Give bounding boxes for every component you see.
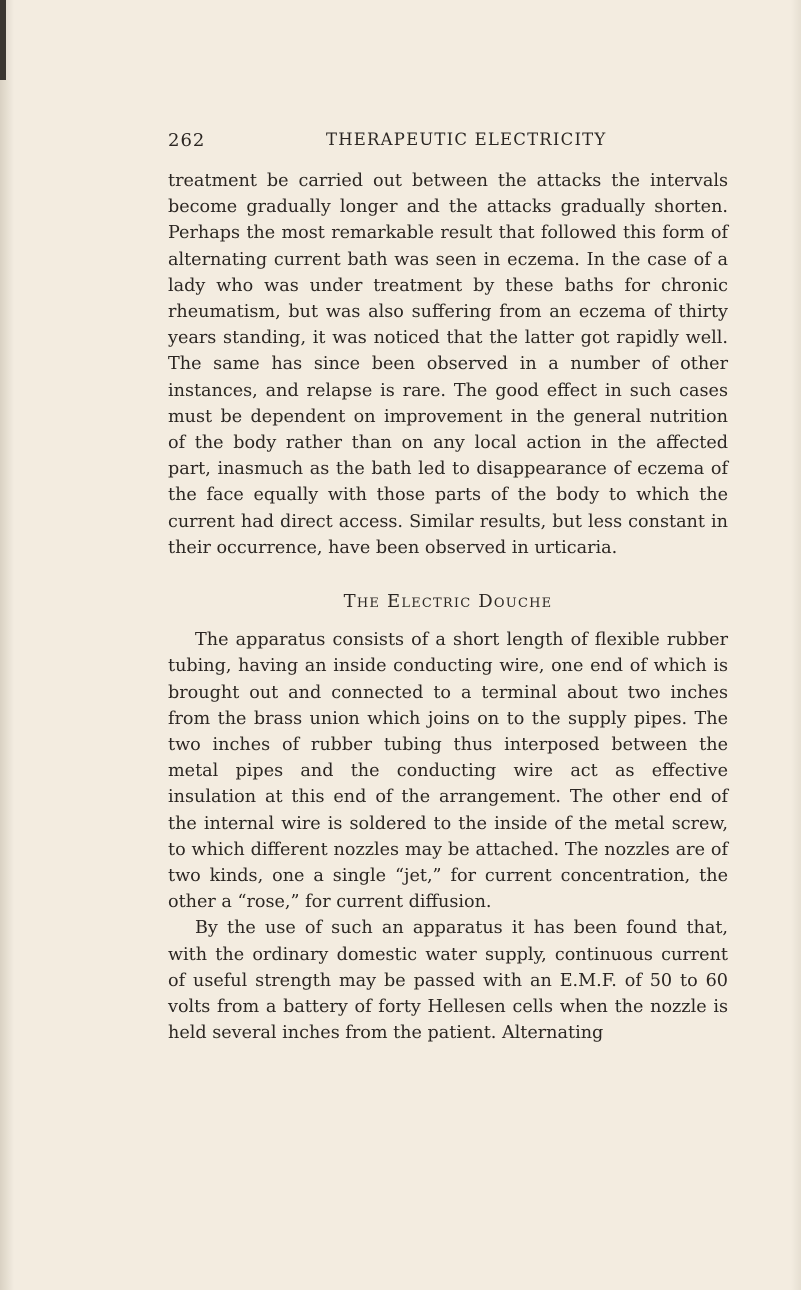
paragraph-continued: treatment be carried out between the attacks the intervals become gradually longer and the attacks gradually shorten. Perhaps the most remarkable result that followed this form of alternating current bath was seen in eczema. In the case of a lady who was under treatment by these baths for chronic rheumatism, but was also suffering from an eczema of thirty years standing, it was noticed that the latter got rapidly well. The same has since been observed in a number of other instances, and relapse is rare. The good effect in such cases must be dependent on improvement in the general nutrition of the body rather than on any local action in the affected part, inasmuch as the bath led to disappearance of eczema of the face equally with those parts of the body to which the current had direct access. Similar results, but less constant in their occurrence, have been observed in urticaria. — [168, 171, 728, 558]
paragraph-usage: By the use of such an apparatus it has been found that, with the ordinary domestic water supply, continuous current of useful strength may be passed with an E.M.F. of 50 to 60 volts from a battery of forty Hellesen cells when the nozzle is held several inches from the patient. Alternating — [168, 918, 728, 1044]
body-text — [168, 168, 728, 1047]
running-title: THERAPEUTIC ELECTRICITY — [326, 130, 607, 149]
scan-corner-mark — [0, 0, 6, 80]
paragraph-apparatus: The apparatus consists of a short length of flexible rubber tubing, having an inside conducting wire, one end of which is brought out and connected to a terminal about two inches from the brass union which joins on to the supply pipes. The two inches of rubber tubing thus interposed between the metal pipes and the conducting wire act as effective insulation at this end of the arrangement. The other end of the internal wire is soldered to the inside of the metal screw, to which different nozzles may be attached. The nozzles are of two kinds, one a single “jet,” for current concentration, the other a “rose,” for current diffusion. — [168, 630, 728, 913]
page-number: 262 — [168, 130, 206, 151]
page-header — [168, 130, 728, 156]
section-heading: The Electric Douche — [343, 591, 553, 613]
scan-edge-left — [0, 0, 14, 1290]
scan-edge-right — [791, 0, 801, 1290]
